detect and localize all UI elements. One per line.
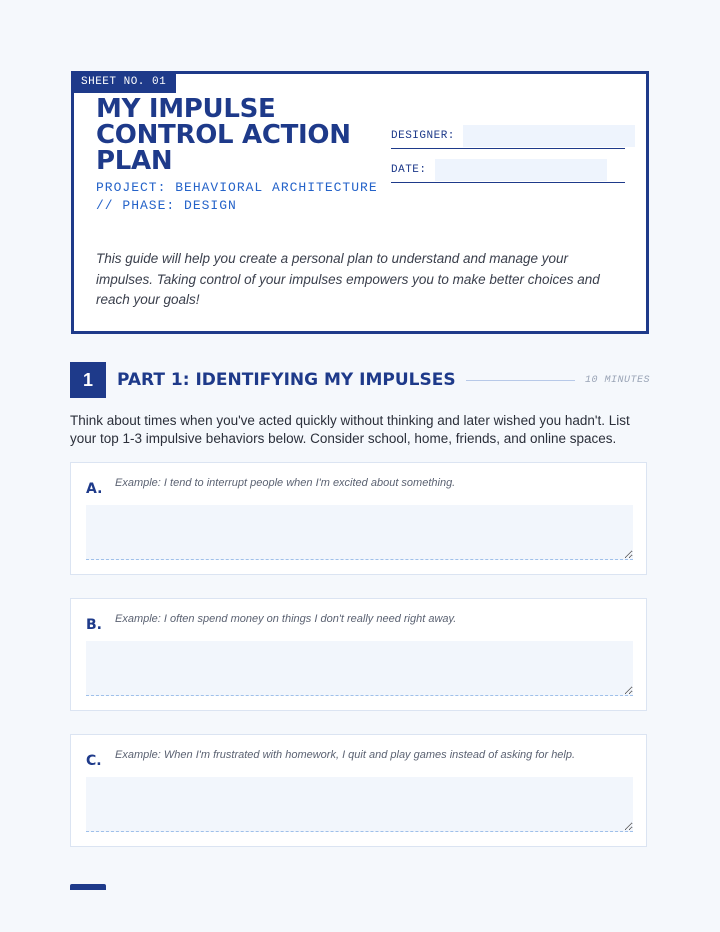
- date-row: [391, 158, 625, 183]
- designer-row: [391, 124, 625, 149]
- entry-letter: A.: [86, 481, 103, 497]
- section-header-part-1: [70, 362, 650, 398]
- section-time-estimate: 10 MINUTES: [584, 374, 650, 386]
- sheet-number-tab: SHEET NO. 01: [71, 71, 176, 93]
- date-input[interactable]: [435, 159, 607, 181]
- impulse-entry-card-b: [70, 598, 647, 711]
- section-description: Think about times when you've acted quickly without thinking and later wished you hadn't. List your top 1-3 impulsive behaviors below. Consider school, home, friends, and online spaces.: [70, 413, 630, 446]
- impulse-entry-field-b[interactable]: [86, 641, 633, 696]
- impulse-entry-field-a[interactable]: [86, 505, 633, 560]
- entry-example-text: Example: I tend to interrupt people when I'm excited about something.: [115, 477, 456, 489]
- section-number-badge: 1: [70, 362, 106, 398]
- designer-label: DESIGNER:: [391, 130, 455, 142]
- impulse-entry-card-a: [70, 462, 647, 575]
- page-title: MY IMPULSE CONTROL ACTION PLAN: [96, 94, 351, 176]
- section-title: PART 1: IDENTIFYING MY IMPULSES: [117, 370, 456, 390]
- header-card: [71, 71, 649, 334]
- impulse-entry-field-c[interactable]: [86, 777, 633, 832]
- section-divider-line: [466, 380, 575, 381]
- intro-text: This guide will help you create a personal plan to understand and manage your impulses. Taking control of your impulses empowers you to make better choices and reach your goals!: [96, 251, 600, 307]
- entry-letter: C.: [86, 753, 102, 769]
- designer-input[interactable]: [463, 125, 635, 147]
- next-section-number-badge: [70, 884, 106, 890]
- entry-example-text: Example: When I'm frustrated with homework, I quit and play games instead of asking for help.: [115, 749, 576, 761]
- entry-example-text: Example: I often spend money on things I don't really need right away.: [115, 613, 457, 625]
- impulse-entry-card-c: [70, 734, 647, 847]
- entry-letter: B.: [86, 617, 102, 633]
- project-phase-line: PROJECT: BEHAVIORAL ARCHITECTURE // PHASE: DESIGN: [96, 180, 378, 213]
- date-label: DATE:: [391, 164, 427, 176]
